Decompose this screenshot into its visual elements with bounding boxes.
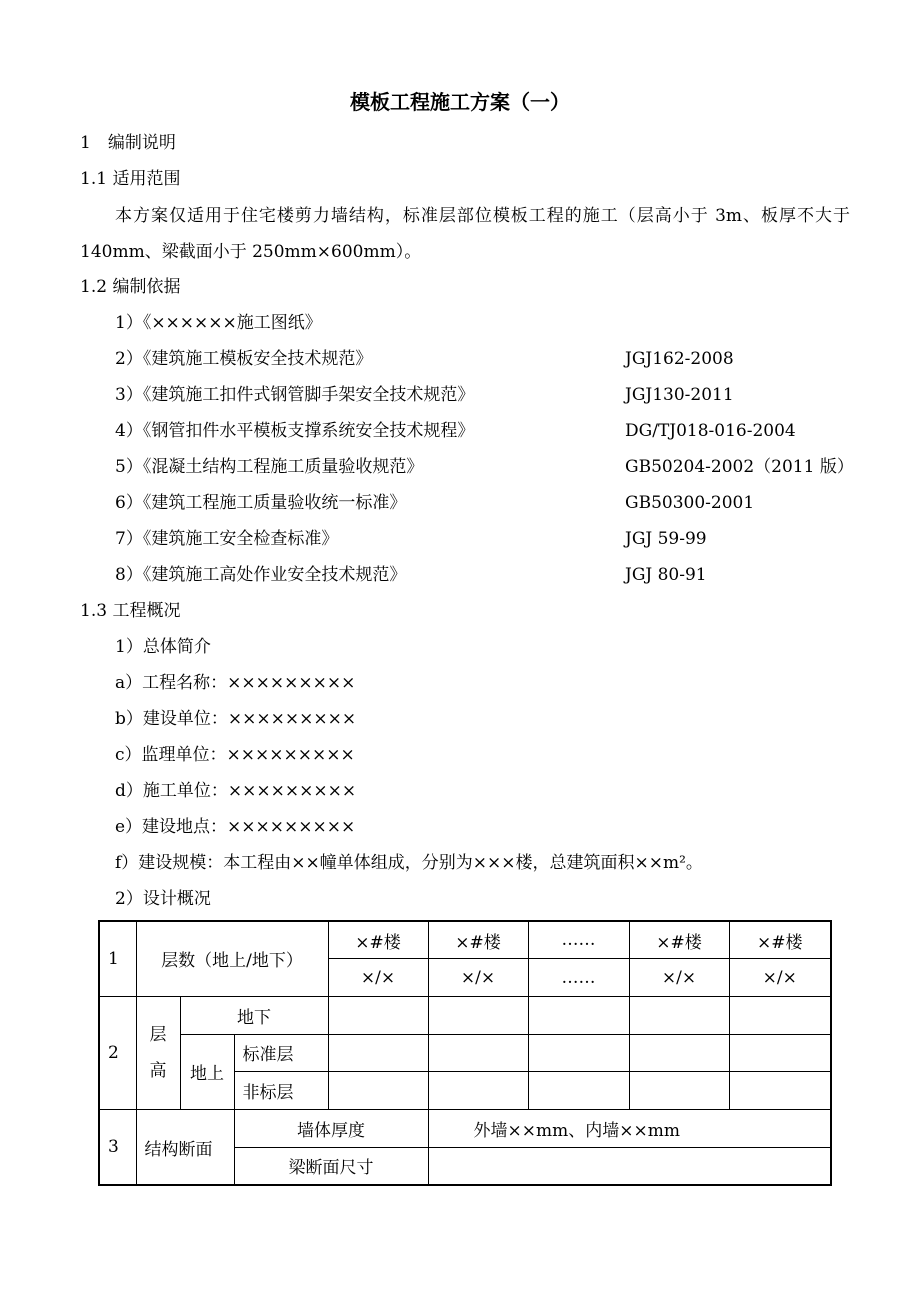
table-cell	[428, 996, 528, 1034]
ref-name: 6）《建筑工程施工质量验收统一标准》	[115, 493, 407, 513]
ref-code: JGJ130-2011	[625, 385, 734, 405]
page-title: 模板工程施工方案（一）	[350, 90, 570, 114]
building-header: ×#楼	[328, 921, 428, 959]
table-cell	[428, 1072, 528, 1110]
section-1-3-heading: 1.3 工程概况	[80, 601, 181, 621]
aboveground-label: 地上	[180, 1034, 234, 1109]
section-1-heading: 1 编制说明	[80, 133, 176, 153]
table-cell	[729, 1034, 831, 1072]
overview-item: b）建设单位：×××××××××	[115, 709, 357, 729]
table-cell	[328, 1034, 428, 1072]
underground-label: 地下	[180, 996, 328, 1034]
floor-count: ×/×	[328, 959, 428, 997]
table-cell	[629, 1072, 729, 1110]
table-cell	[428, 1034, 528, 1072]
row-number: 2	[99, 996, 136, 1109]
overview-item: f）建设规模：本工程由××幢单体组成，分别为×××楼，总建筑面积××m²。	[115, 853, 703, 873]
floor-count: ×/×	[729, 959, 831, 997]
ref-name: 7）《建筑施工安全检查标准》	[115, 529, 339, 549]
ref-code: DG/TJ018-016-2004	[625, 421, 796, 441]
ref-name: 5）《混凝土结构工程施工质量验收规范》	[115, 457, 424, 477]
floor-count: ……	[528, 959, 629, 997]
row-number: 3	[99, 1110, 136, 1185]
table-cell	[528, 1034, 629, 1072]
building-header: ×#楼	[629, 921, 729, 959]
table-cell	[729, 1072, 831, 1110]
table-cell	[528, 1072, 629, 1110]
wall-thickness-value: 外墙××mm、内墙××mm	[428, 1110, 831, 1148]
ref-code: JGJ 59-99	[625, 529, 707, 549]
ref-code: JGJ162-2008	[625, 349, 734, 369]
nonstandard-floor-label: 非标层	[234, 1072, 328, 1110]
ref-code: JGJ 80-91	[625, 565, 707, 585]
row-number: 1	[99, 921, 136, 996]
table-cell	[328, 996, 428, 1034]
ref-name: 1）《××××××施工图纸》	[115, 313, 322, 333]
building-header: ×#楼	[729, 921, 831, 959]
design-overview-table	[98, 920, 832, 1186]
building-header: ×#楼	[428, 921, 528, 959]
scope-paragraph: 本方案仅适用于住宅楼剪力墙结构，标准层部位模板工程的施工（层高小于 3m、板厚不大于 140mm、梁截面小于 250mm×600mm）。	[80, 206, 850, 262]
floor-height-label: 层 高	[136, 996, 180, 1109]
overview-item: a）工程名称：×××××××××	[115, 673, 356, 693]
overview-item: e）建设地点：×××××××××	[115, 817, 356, 837]
beam-section-label: 梁断面尺寸	[234, 1147, 428, 1185]
section-1-2-heading: 1.2 编制依据	[80, 277, 181, 297]
ref-code: GB50300-2001	[625, 493, 755, 513]
building-header: ……	[528, 921, 629, 959]
table-cell	[629, 996, 729, 1034]
section-1-1-heading: 1.1 适用范围	[80, 169, 181, 189]
floor-count: ×/×	[629, 959, 729, 997]
structure-section-label: 结构断面	[136, 1110, 234, 1185]
overview-heading: 1）总体简介	[115, 637, 211, 657]
table-cell	[729, 996, 831, 1034]
standard-floor-label: 标准层	[234, 1034, 328, 1072]
table-cell	[629, 1034, 729, 1072]
table-cell	[328, 1072, 428, 1110]
design-heading: 2）设计概况	[115, 889, 211, 909]
wall-thickness-label: 墙体厚度	[234, 1110, 428, 1148]
ref-name: 8）《建筑施工高处作业安全技术规范》	[115, 565, 407, 585]
overview-item: c）监理单位：×××××××××	[115, 745, 355, 765]
ref-code: GB50204-2002（2011 版）	[625, 457, 854, 477]
floor-count: ×/×	[428, 959, 528, 997]
beam-section-value	[428, 1147, 831, 1185]
table-cell	[528, 996, 629, 1034]
ref-name: 3）《建筑施工扣件式钢管脚手架安全技术规范》	[115, 385, 475, 405]
ref-name: 2）《建筑施工模板安全技术规范》	[115, 349, 373, 369]
ref-name: 4）《钢管扣件水平模板支撑系统安全技术规程》	[115, 421, 475, 441]
floors-label: 层数（地上/地下）	[136, 921, 328, 996]
overview-item: d）施工单位：×××××××××	[115, 781, 357, 801]
